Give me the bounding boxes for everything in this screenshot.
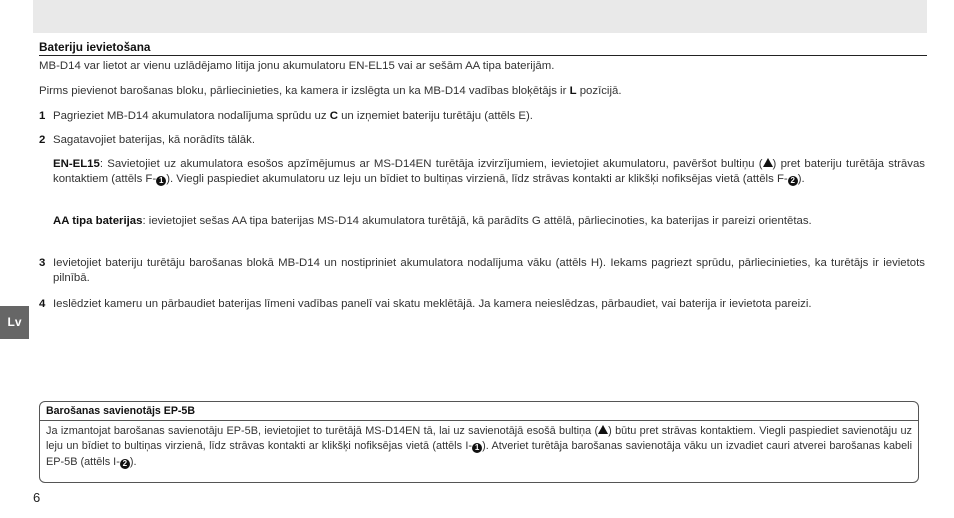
note-text-4: ). [129,455,137,468]
aa-label: AA tipa baterijas [53,215,143,227]
step-2-text: Sagatavojiet baterijas, kā norādīts tālāk. [53,134,255,146]
arrow-up-icon [763,158,773,167]
note-text [46,424,912,470]
en-el15-label: EN-EL15 [53,158,100,170]
note-box [39,401,919,483]
note-title: Barošanas savienotājs EP-5B [40,405,918,421]
en-el15-text-1: : Savietojiet uz akumulatora esošos apzīmējumus ar MS-D14EN turētāja izvirzījumiem, ievietojiet akumulatoru, pavēršot bultiņu ( [99,158,763,170]
circled-one-icon: 1 [156,176,166,186]
arrow-up-icon [598,425,608,434]
note-text-2: ) būtu pret strāvas kontaktiem. Viegli paspiediet savienotāju uz leju un bīdiet to bultiņas virzienā, līdz strāvas kontakti ar klikšķi nofiksējas vietā (attēls I- [46,425,912,453]
en-el15-text-3: ). Viegli paspiediet akumulatoru uz leju un bīdiet to bultiņas virzienā, līdz strāvas kontakti ar klikšķi nofiksējas vietā (attēls F- [166,172,788,185]
step-number-1: 1 [39,110,46,122]
step-3-text: Ievietojiet bateriju turētāju barošanas blokā MB-D14 un nostipriniet akumulatora nodalījuma vāku (attēls H). Iekams pagriezt sprūdu, pārliecinieties, ka turētājs ir ievietots pilnībā. [53,257,925,284]
circled-two-icon: 2 [788,176,798,186]
intro-paragraph-1: MB-D14 var lietot ar vienu uzlādējamo litija jonu akumulatoru EN-EL15 vai ar sešām AA tipa baterijām. [39,60,555,72]
en-el15-paragraph [53,157,925,186]
step-1-after: un izņemiet bateriju turētāju (attēls E). [341,110,533,122]
step-number-4: 4 [39,298,46,310]
circled-two-icon: 2 [120,459,130,469]
en-el15-text-2: ) pret bateriju turētāja strāvas kontaktiem (attēls F- [53,158,925,185]
step-1-text [53,109,925,124]
aa-paragraph [53,214,925,229]
lock-l-icon: L [569,85,577,97]
section-title: Bateriju ievietošana [39,40,927,56]
intro-paragraph-2 [39,84,925,99]
intro-text-end: pozīcijā. [579,85,622,97]
note-text-3: ). Atveriet turētāja barošanas savienotāja vāku un izvadiet cauri atverei barošanas kabeli EP-5B (attēls I- [46,440,912,468]
page-number: 6 [33,490,41,505]
intro-text: Pirms pievienot barošanas bloku, pārliecinieties, ka kamera ir izslēgta un ka MB-D14 vadības bloķētājs ir [39,85,567,97]
step-number-3: 3 [39,257,46,269]
language-tab: Lv [0,306,29,339]
release-lever-icon: C [329,110,338,122]
step-number-2: 2 [39,134,46,146]
note-text-1: Ja izmantojat barošanas savienotāju EP-5B, ievietojiet to turētājā MS-D14EN tā, lai uz savienotājā esošā bultiņa ( [46,425,599,437]
header-band [33,0,927,33]
en-el15-text-4: ). [797,172,805,185]
step-1-before: Pagrieziet MB-D14 akumulatora nodalījuma sprūdu uz [53,110,327,122]
aa-text: : ievietojiet sešas AA tipa baterijas MS-D14 akumulatora turētājā, kā parādīts G attēlā, pārliecinoties, ka baterijas ir pareizi orientētas. [142,215,812,227]
circled-one-icon: 1 [472,443,482,453]
step-4-text: Ieslēdziet kameru un pārbaudiet baterijas līmeni vadības panelī vai skatu meklētājā. Ja kamera neieslēdzas, pārbaudiet, vai baterija ir ievietota pareizi. [53,298,812,310]
